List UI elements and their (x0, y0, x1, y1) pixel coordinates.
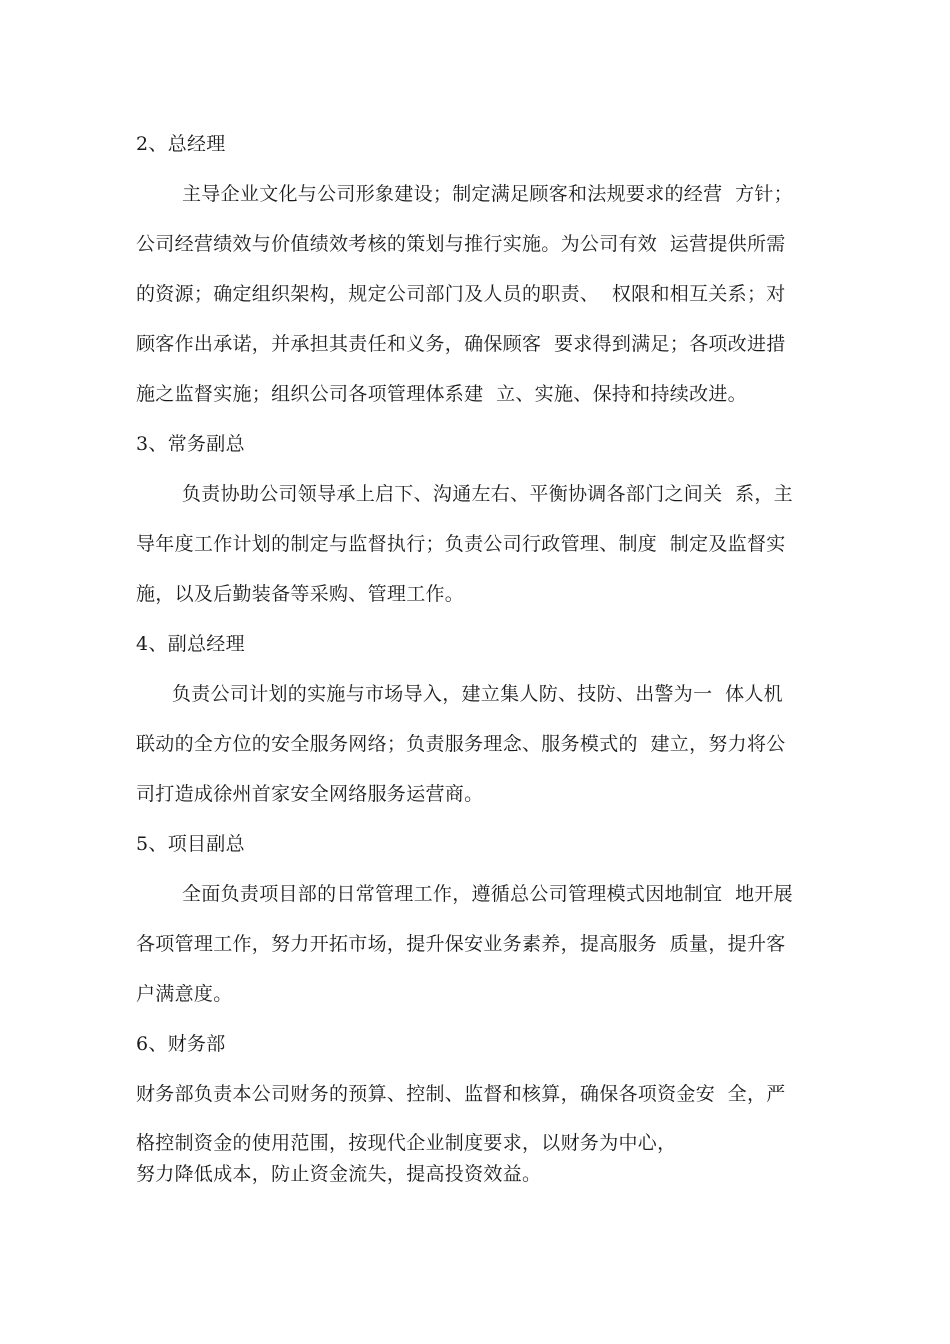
paragraph-line: 户满意度。 (136, 983, 233, 1005)
paragraph-line: 联动的全方位的安全服务网络；负责服务理念、服务模式的 建立，努力将公 (136, 733, 786, 755)
paragraph-line: 施之监督实施；组织公司各项管理体系建 立、实施、保持和持续改进。 (136, 383, 747, 405)
section-heading-executive-vp: 3、常务副总 (136, 433, 245, 455)
paragraph-line: 司打造成徐州首家安全网络服务运营商。 (136, 783, 484, 805)
paragraph-line: 努力降低成本，防止资金流失，提高投资效益。 (136, 1163, 542, 1185)
paragraph-line: 格控制资金的使用范围，按现代企业制度要求，以财务为中心， (136, 1132, 677, 1154)
paragraph-line: 负责协助公司领导承上启下、沟通左右、平衡协调各部门之间关 系，主 (182, 483, 793, 505)
paragraph-line: 主导企业文化与公司形象建设；制定满足顾客和法规要求的经营 方针； (182, 183, 793, 205)
paragraph-line: 导年度工作计划的制定与监督执行；负责公司行政管理、制度 制定及监督实 (136, 533, 786, 555)
paragraph-line: 的资源；确定组织架构，规定公司部门及人员的职责、 权限和相互关系；对 (136, 283, 786, 305)
section-heading-general-manager: 2、总经理 (136, 133, 226, 155)
paragraph-line: 负责公司计划的实施与市场导入，建立集人防、技防、出警为一 体人机 (172, 683, 783, 705)
paragraph-line: 顾客作出承诺，并承担其责任和义务，确保顾客 要求得到满足；各项改进措 (136, 333, 786, 355)
paragraph-line: 全面负责项目部的日常管理工作，遵循总公司管理模式因地制宜 地开展 (182, 883, 793, 905)
paragraph-line: 财务部负责本公司财务的预算、控制、监督和核算，确保各项资金安 全，严 (136, 1083, 786, 1105)
section-heading-deputy-gm: 4、副总经理 (136, 633, 245, 655)
paragraph-line: 公司经营绩效与价值绩效考核的策划与推行实施。为公司有效 运营提供所需 (136, 233, 786, 255)
section-heading-project-vp: 5、项目副总 (136, 833, 245, 855)
paragraph-line: 施，以及后勤装备等采购、管理工作。 (136, 583, 465, 605)
paragraph-line: 各项管理工作，努力开拓市场，提升保安业务素养，提高服务 质量，提升客 (136, 933, 786, 955)
section-heading-finance: 6、财务部 (136, 1033, 226, 1055)
